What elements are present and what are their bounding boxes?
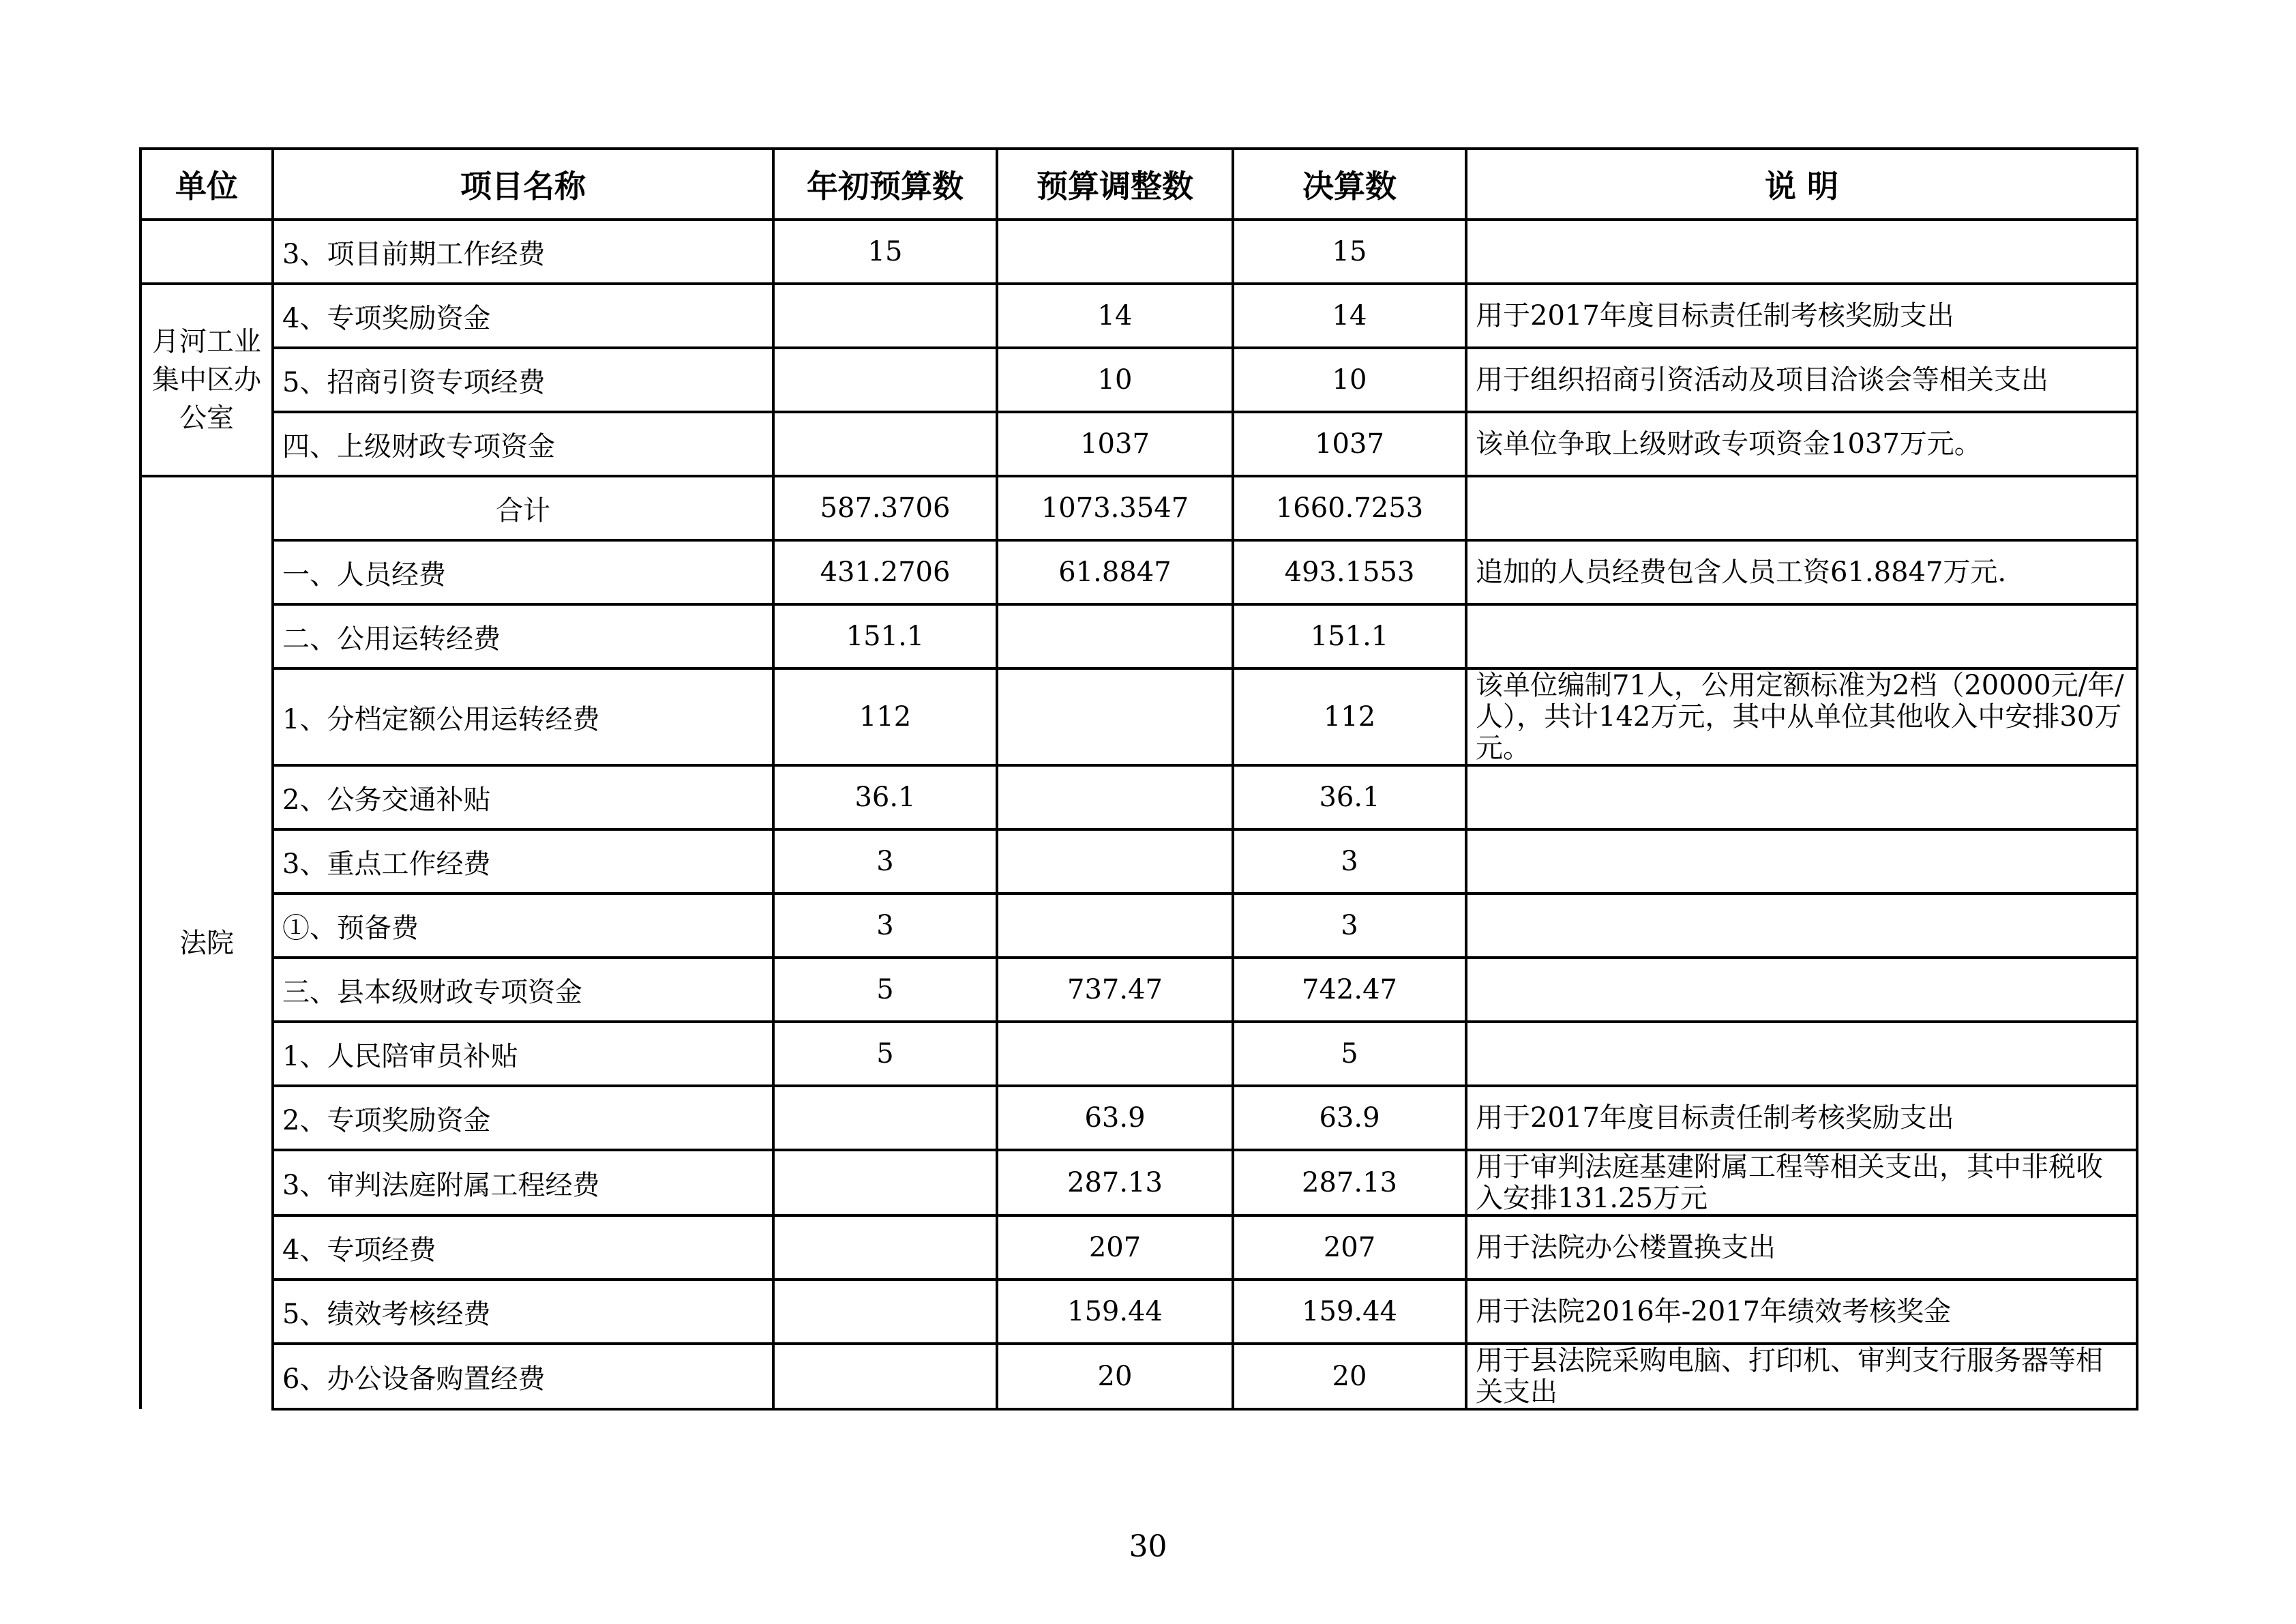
cell-initial-budget <box>773 348 997 412</box>
cell-final-account: 1660.7253 <box>1233 476 1466 540</box>
cell-initial-budget <box>773 1344 997 1409</box>
cell-project-name: 4、专项经费 <box>273 1215 773 1280</box>
cell-final-account: 15 <box>1233 220 1466 284</box>
table-row <box>140 1344 2137 1409</box>
cell-budget-adjustment: 63.9 <box>997 1086 1233 1150</box>
cell-note: 用于审判法庭基建附属工程等相关支出，其中非税收入安排131.25万元 <box>1466 1150 2137 1215</box>
cell-initial-budget: 112 <box>773 668 997 765</box>
cell-budget-adjustment: 287.13 <box>997 1150 1233 1215</box>
table-row <box>140 540 2137 604</box>
cell-unit-group2: 法院 <box>140 476 273 1409</box>
page-number: 30 <box>1129 1529 1167 1564</box>
header-unit: 单位 <box>140 149 273 220</box>
cell-project-name: 4、专项奖励资金 <box>273 284 773 348</box>
cell-final-account: 36.1 <box>1233 765 1466 829</box>
cell-note: 用于县法院采购电脑、打印机、审判支行服务器等相关支出 <box>1466 1344 2137 1409</box>
header-row <box>140 149 2137 220</box>
cell-project-name: 5、绩效考核经费 <box>273 1280 773 1344</box>
cell-note: 用于2017年度目标责任制考核奖励支出 <box>1466 284 2137 348</box>
cell-note <box>1466 829 2137 894</box>
cell-budget-adjustment: 159.44 <box>997 1280 1233 1344</box>
table-row <box>140 894 2137 958</box>
cell-project-name: 一、人员经费 <box>273 540 773 604</box>
cell-initial-budget <box>773 1150 997 1215</box>
cell-final-account: 5 <box>1233 1022 1466 1086</box>
cell-final-account: 20 <box>1233 1344 1466 1409</box>
cell-initial-budget: 587.3706 <box>773 476 997 540</box>
cell-final-account: 3 <box>1233 829 1466 894</box>
cell-project-name: 三、县本级财政专项资金 <box>273 958 773 1022</box>
table-row <box>140 1280 2137 1344</box>
cell-budget-adjustment: 207 <box>997 1215 1233 1280</box>
cell-project-name: 3、审判法庭附属工程经费 <box>273 1150 773 1215</box>
table-row <box>140 958 2137 1022</box>
cell-budget-adjustment <box>997 220 1233 284</box>
cell-project-name: 1、人民陪审员补贴 <box>273 1022 773 1086</box>
table-row <box>140 1022 2137 1086</box>
cell-note <box>1466 1022 2137 1086</box>
table-row <box>140 1150 2137 1215</box>
cell-final-account: 287.13 <box>1233 1150 1466 1215</box>
cell-final-account: 151.1 <box>1233 604 1466 668</box>
cell-budget-adjustment <box>997 894 1233 958</box>
table-row <box>140 1215 2137 1280</box>
cell-note: 用于法院办公楼置换支出 <box>1466 1215 2137 1280</box>
cell-project-name: ①、预备费 <box>273 894 773 958</box>
table-row <box>140 412 2137 476</box>
cell-budget-adjustment: 20 <box>997 1344 1233 1409</box>
cell-final-account: 742.47 <box>1233 958 1466 1022</box>
cell-initial-budget <box>773 1280 997 1344</box>
header-note: 说 明 <box>1466 149 2137 220</box>
cell-budget-adjustment <box>997 829 1233 894</box>
cell-final-account: 1037 <box>1233 412 1466 476</box>
cell-note: 用于2017年度目标责任制考核奖励支出 <box>1466 1086 2137 1150</box>
cell-project-name: 3、重点工作经费 <box>273 829 773 894</box>
cell-note <box>1466 958 2137 1022</box>
table-row <box>140 668 2137 765</box>
cell-final-account: 159.44 <box>1233 1280 1466 1344</box>
cell-initial-budget: 3 <box>773 829 997 894</box>
cell-initial-budget: 5 <box>773 958 997 1022</box>
cell-final-account: 207 <box>1233 1215 1466 1280</box>
cell-project-name: 3、项目前期工作经费 <box>273 220 773 284</box>
table-row <box>140 348 2137 412</box>
cell-initial-budget: 151.1 <box>773 604 997 668</box>
cell-initial-budget <box>773 1215 997 1280</box>
cell-project-name: 四、上级财政专项资金 <box>273 412 773 476</box>
cell-initial-budget: 15 <box>773 220 997 284</box>
table-row <box>140 220 2137 284</box>
cell-initial-budget: 3 <box>773 894 997 958</box>
header-initial-budget: 年初预算数 <box>773 149 997 220</box>
cell-budget-adjustment: 61.8847 <box>997 540 1233 604</box>
budget-table <box>139 147 2138 1411</box>
cell-final-account: 3 <box>1233 894 1466 958</box>
cell-project-name: 2、专项奖励资金 <box>273 1086 773 1150</box>
cell-project-name: 合计 <box>273 476 773 540</box>
cell-initial-budget <box>773 1086 997 1150</box>
cell-initial-budget: 5 <box>773 1022 997 1086</box>
header-final-account: 决算数 <box>1233 149 1466 220</box>
cell-budget-adjustment <box>997 1022 1233 1086</box>
cell-initial-budget: 36.1 <box>773 765 997 829</box>
cell-project-name: 1、分档定额公用运转经费 <box>273 668 773 765</box>
cell-final-account: 14 <box>1233 284 1466 348</box>
cell-budget-adjustment: 737.47 <box>997 958 1233 1022</box>
cell-project-name: 2、公务交通补贴 <box>273 765 773 829</box>
cell-budget-adjustment: 1073.3547 <box>997 476 1233 540</box>
cell-budget-adjustment <box>997 604 1233 668</box>
cell-final-account: 10 <box>1233 348 1466 412</box>
cell-unit-empty <box>140 220 273 284</box>
header-budget-adjustment: 预算调整数 <box>997 149 1233 220</box>
cell-unit-group1: 月河工业集中区办公室 <box>140 284 273 476</box>
cell-project-name: 二、公用运转经费 <box>273 604 773 668</box>
cell-budget-adjustment: 1037 <box>997 412 1233 476</box>
table-row <box>140 1086 2137 1150</box>
cell-final-account: 63.9 <box>1233 1086 1466 1150</box>
cell-note <box>1466 604 2137 668</box>
cell-note: 追加的人员经费包含人员工资61.8847万元. <box>1466 540 2137 604</box>
cell-note <box>1466 220 2137 284</box>
cell-note <box>1466 476 2137 540</box>
cell-initial-budget <box>773 284 997 348</box>
cell-note: 该单位编制71人，公用定额标准为2档（20000元/年/人），共计142万元，其中从单位其他收入中安排30万元。 <box>1466 668 2137 765</box>
cell-budget-adjustment <box>997 765 1233 829</box>
cell-initial-budget: 431.2706 <box>773 540 997 604</box>
cell-note <box>1466 894 2137 958</box>
cell-note <box>1466 765 2137 829</box>
table-row <box>140 604 2137 668</box>
cell-final-account: 493.1553 <box>1233 540 1466 604</box>
cell-budget-adjustment: 14 <box>997 284 1233 348</box>
cell-budget-adjustment <box>997 668 1233 765</box>
cell-initial-budget <box>773 412 997 476</box>
cell-note: 该单位争取上级财政专项资金1037万元。 <box>1466 412 2137 476</box>
cell-budget-adjustment: 10 <box>997 348 1233 412</box>
table-row <box>140 765 2137 829</box>
cell-project-name: 5、招商引资专项经费 <box>273 348 773 412</box>
cell-note: 用于组织招商引资活动及项目洽谈会等相关支出 <box>1466 348 2137 412</box>
cell-final-account: 112 <box>1233 668 1466 765</box>
header-project-name: 项目名称 <box>273 149 773 220</box>
table-row <box>140 829 2137 894</box>
table-row <box>140 284 2137 348</box>
table-row <box>140 476 2137 540</box>
cell-project-name: 6、办公设备购置经费 <box>273 1344 773 1409</box>
cell-note: 用于法院2016年-2017年绩效考核奖金 <box>1466 1280 2137 1344</box>
